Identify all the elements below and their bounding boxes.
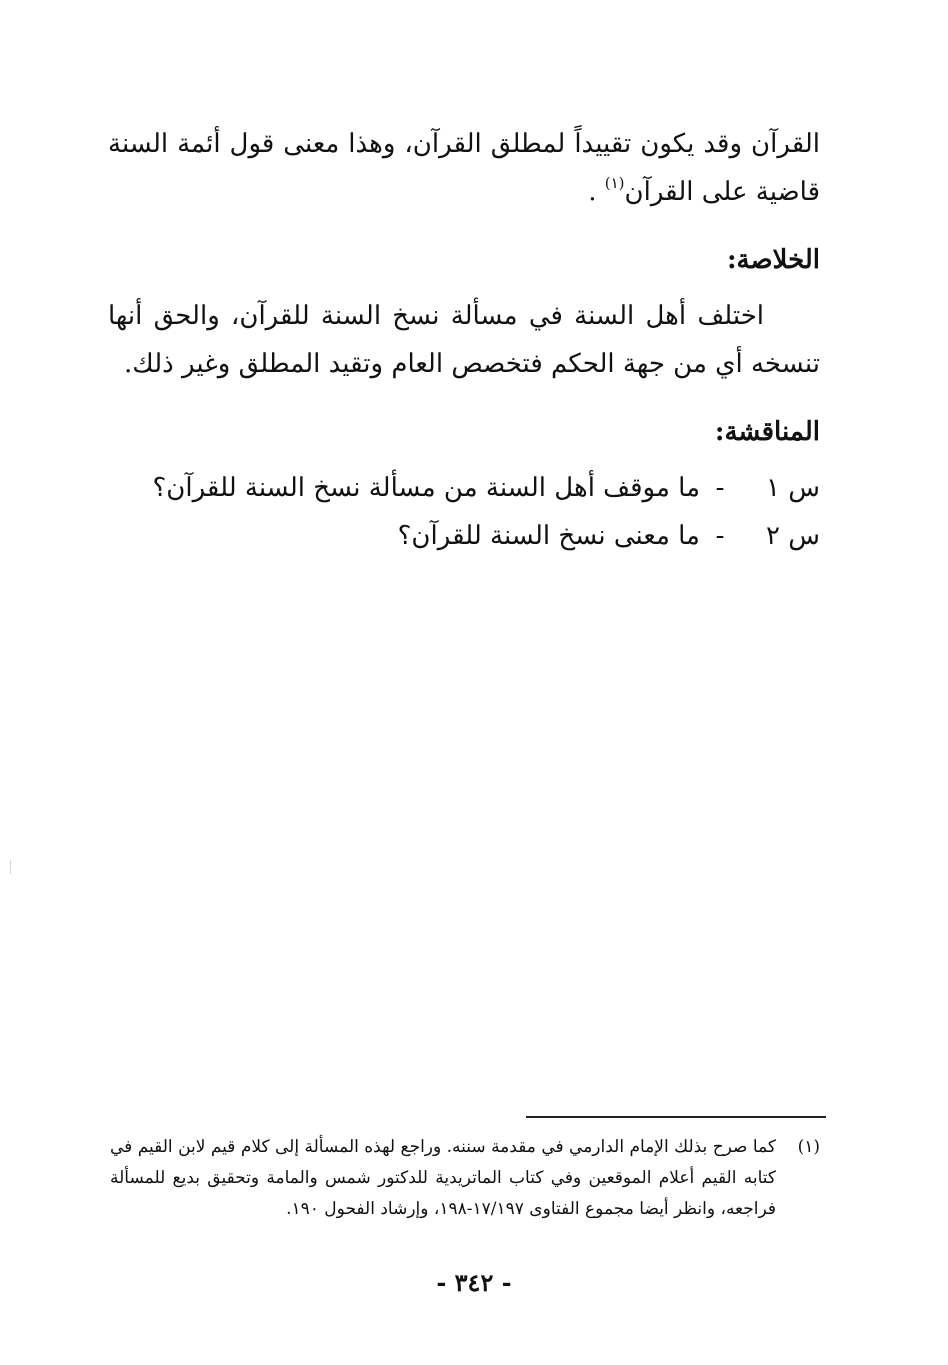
opening-paragraph-text: القرآن وقد يكون تقييداً لمطلق القرآن، وهذا معنى قول أئمة السنة قاضية على القرآن bbox=[108, 129, 820, 207]
question-item bbox=[108, 464, 820, 512]
question-dash: - bbox=[715, 521, 725, 551]
question-list bbox=[108, 464, 820, 560]
question-text: ما موقف أهل السنة من مسألة نسخ السنة للقرآن؟ bbox=[152, 473, 700, 503]
footnote-reference: (١) bbox=[604, 174, 625, 192]
summary-paragraph: اختلف أهل السنة في مسألة نسخ السنة للقرآن، والحق أنها تنسخه أي من جهة الحكم فتخصص العام وتقيد المطلق وغير ذلك. bbox=[108, 301, 820, 379]
footnote-divider bbox=[526, 1116, 826, 1118]
question-text: ما معنى نسخ السنة للقرآن؟ bbox=[397, 521, 700, 551]
footnote-number: (١) bbox=[797, 1137, 820, 1157]
paragraph-end-mark: . bbox=[588, 177, 597, 207]
question-number: س ٢ bbox=[766, 521, 820, 551]
page-number: - ٣٤٢ - bbox=[436, 1268, 512, 1297]
footnote bbox=[110, 1132, 820, 1225]
question-item bbox=[108, 512, 820, 560]
opening-paragraph bbox=[108, 120, 820, 216]
discussion-heading: المناقشة: bbox=[714, 417, 820, 447]
scan-edge-mark bbox=[10, 860, 11, 874]
question-number: س ١ bbox=[766, 473, 820, 503]
summary-heading: الخلاصة: bbox=[726, 245, 820, 275]
question-dash: - bbox=[715, 473, 725, 503]
footnote-text: كما صرح بذلك الإمام الدارمي في مقدمة سننه. وراجع لهذه المسألة إلى كلام قيم لابن القيم في كتابه القيم أعلام الموقعين وفي كتاب الماتريدية للدكتور شمس والمامة وتحقيق بديع للمسألة فراجعه، وانظر أيضا مجموع الفتاوى ١٧/١٩٧-١٩٨، وإرشاد الفحول ١٩٠. bbox=[110, 1137, 776, 1219]
